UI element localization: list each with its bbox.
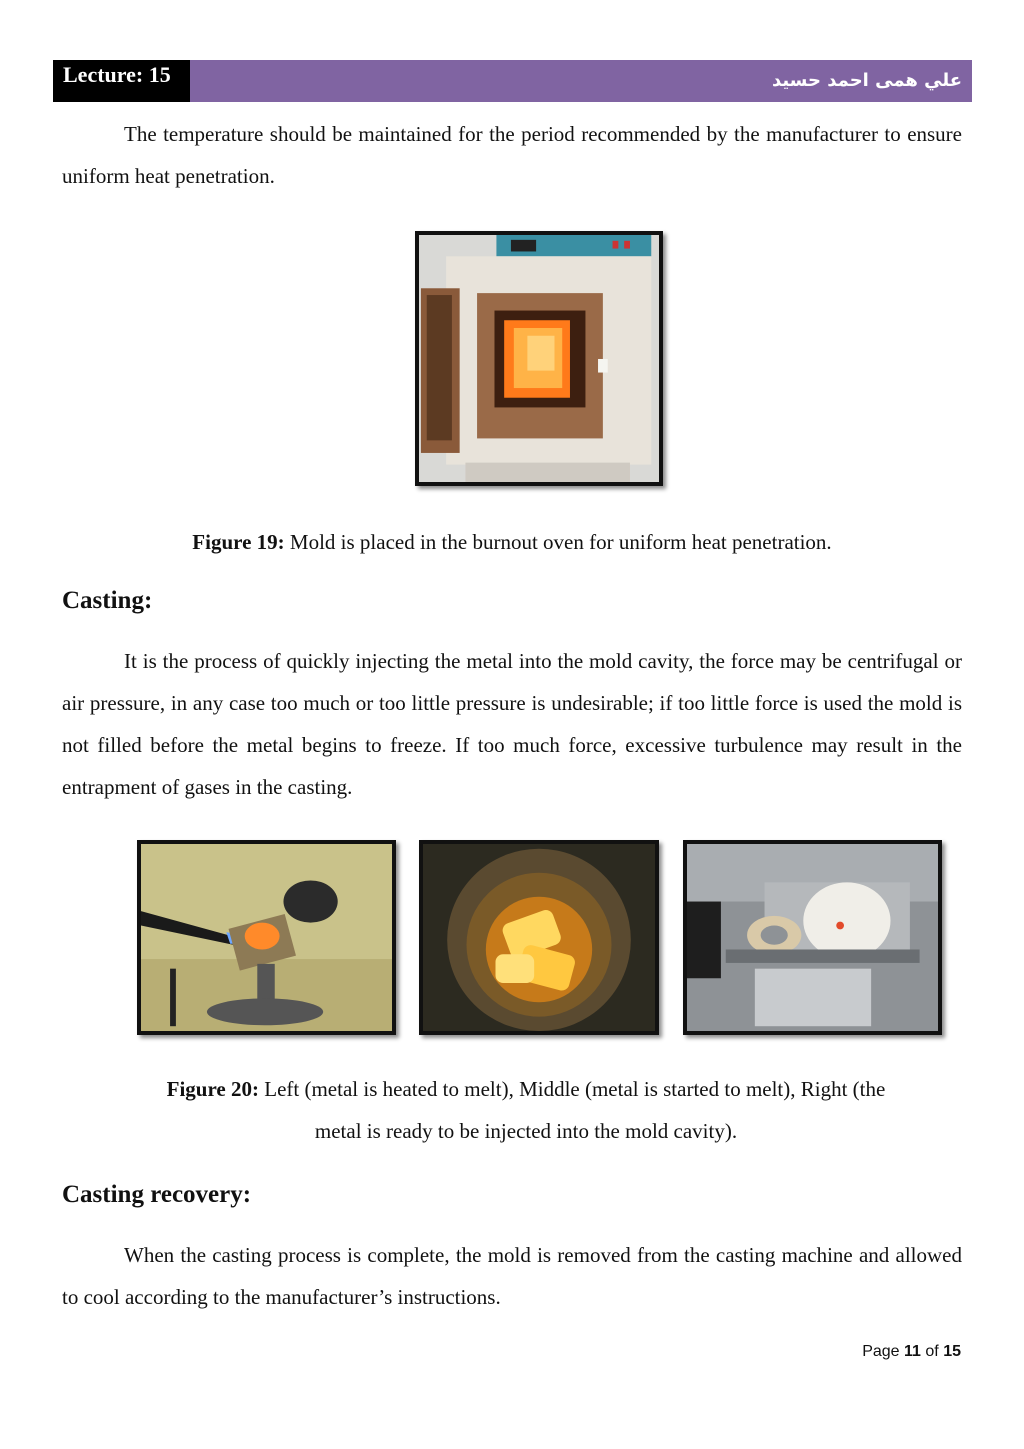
figure20-caption-line1 xyxy=(62,1068,990,1110)
figure19-label: Figure 19: xyxy=(192,530,285,554)
figure19-caption xyxy=(62,521,962,563)
intro-paragraph xyxy=(62,113,962,197)
casting-paragraph xyxy=(62,640,962,808)
figure20-caption-text-1: Left (metal is heated to melt), Middle (metal is started to melt), Right (the xyxy=(264,1077,886,1101)
recovery-paragraph xyxy=(62,1234,962,1318)
page-header xyxy=(53,60,972,102)
of-word: of xyxy=(925,1343,939,1360)
intro-text: The temperature should be maintained for the period recommended by the manufacturer to ensure uniform heat penetration. xyxy=(62,122,962,188)
author-name: علي همى احمد حسيد xyxy=(771,70,962,91)
casting-text: It is the process of quickly injecting the metal into the mold cavity, the force may be centrifugal or air pressure, in any case too much or too little pressure is undesirable; if too little force is used the mold is not filled before the metal begins to freeze. If too much force, excessive turbulence may result in the entrapment of gases in the casting. xyxy=(62,649,962,799)
page-word: Page xyxy=(862,1343,900,1360)
page-number xyxy=(862,1343,961,1361)
figure20-label: Figure 20: xyxy=(166,1077,259,1101)
casting-machine-image xyxy=(683,840,942,1035)
recovery-text: When the casting process is complete, the mold is removed from the casting machine and allowed to cool according to the manufacturer’s instructions. xyxy=(62,1243,962,1309)
metal-melting-image xyxy=(419,840,659,1035)
total-pages: 15 xyxy=(943,1343,961,1360)
burnout-oven-image xyxy=(415,231,663,486)
casting-heading: Casting: xyxy=(62,587,153,614)
lecture-label: Lecture: 15 xyxy=(53,60,190,102)
figure19-caption-text: Mold is placed in the burnout oven for uniform heat penetration. xyxy=(289,530,832,554)
figure20-caption-line2: metal is ready to be injected into the mold cavity). xyxy=(314,1119,738,1143)
metal-heating-image xyxy=(137,840,396,1035)
casting-recovery-heading: Casting recovery: xyxy=(62,1181,252,1208)
current-page: 11 xyxy=(904,1343,921,1360)
